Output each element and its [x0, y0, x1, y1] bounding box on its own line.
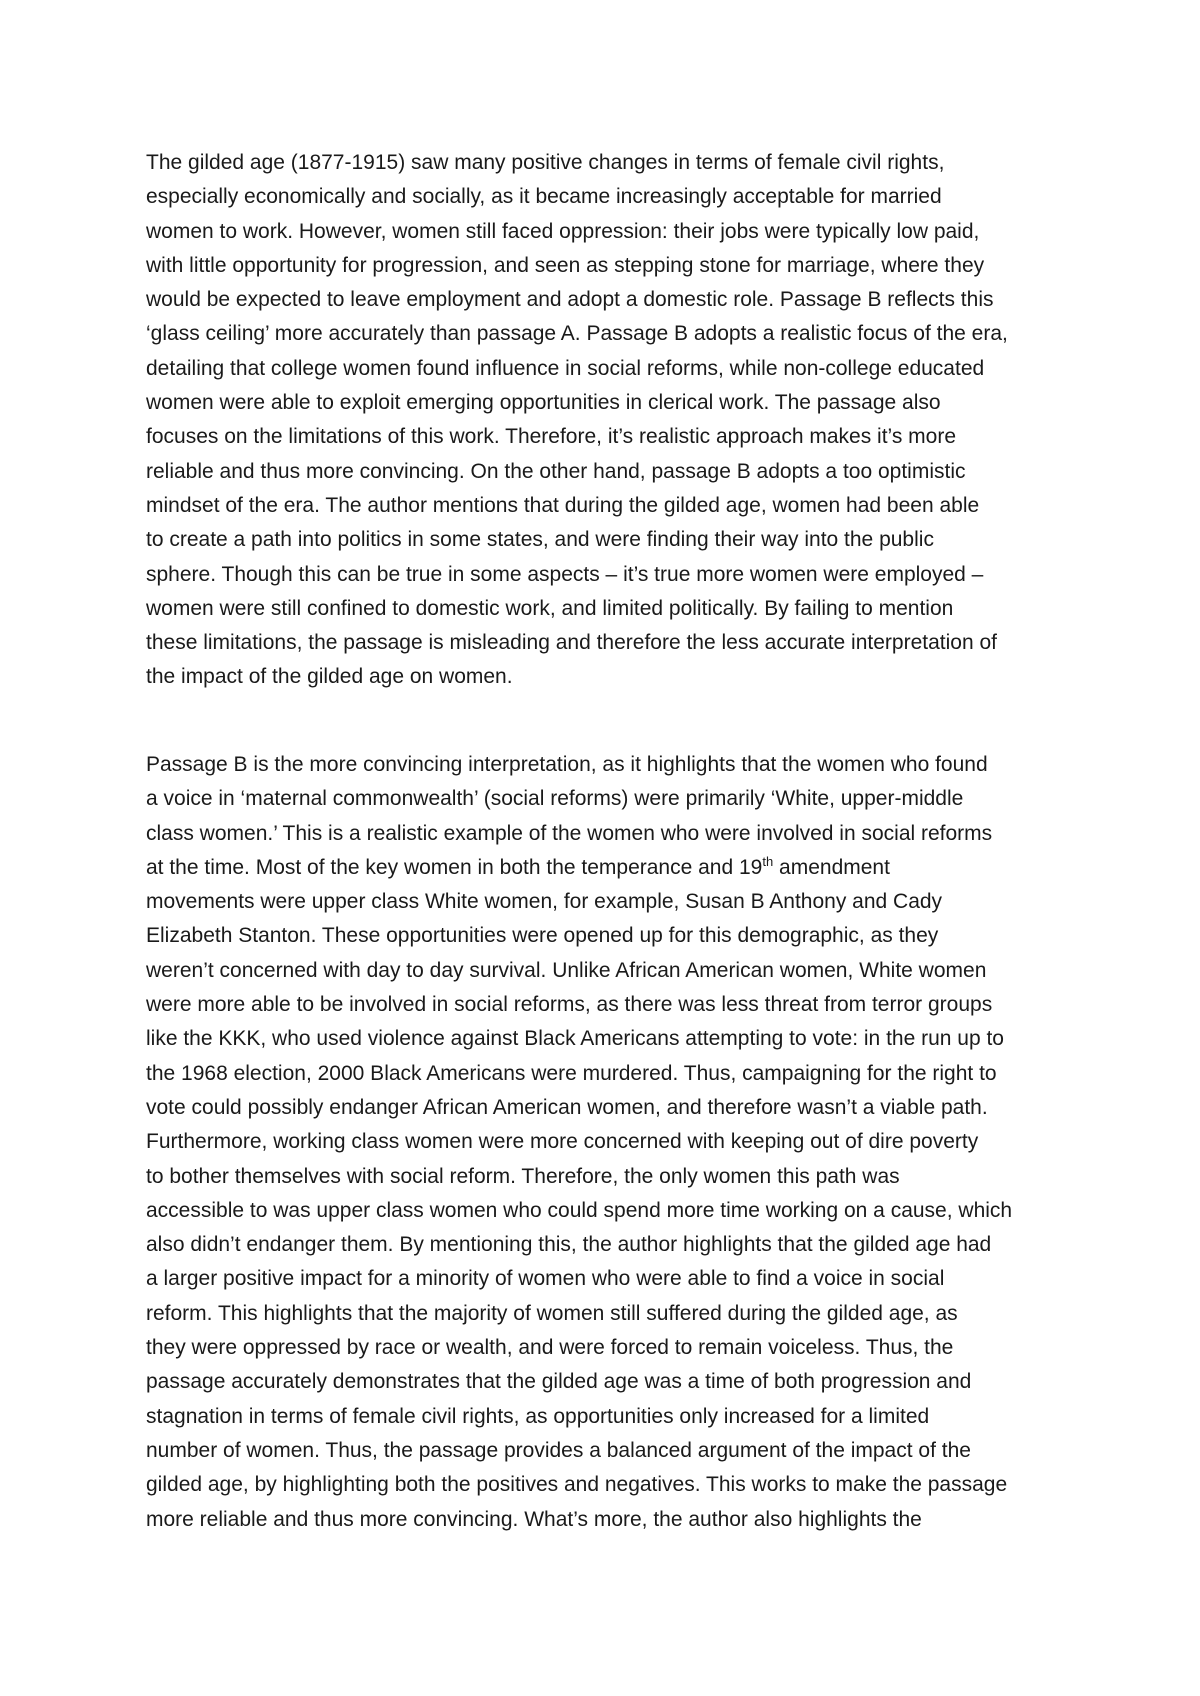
text-line: Furthermore, working class women were more concerned with keeping out of dire poverty [146, 1130, 979, 1154]
text-line [146, 851, 1086, 885]
text-line: also didn’t endanger them. By mentioning this, the author highlights that the gilded age had [146, 1233, 992, 1257]
text-line: number of women. Thus, the passage provides a balanced argument of the impact of the [146, 1438, 971, 1462]
text-line: focuses on the limitations of this work. Therefore, it’s realistic approach makes it’s more [146, 425, 957, 449]
text-line: these limitations, the passage is misleading and therefore the less accurate interpretation of [146, 631, 997, 655]
text-line-head: at the time. Most of the key women in both the temperance and 19 [146, 855, 763, 879]
text-line: more reliable and thus more convincing. What’s more, the author also highlights the [146, 1507, 922, 1531]
text-line: would be expected to leave employment and adopt a domestic role. Passage B reflects this [146, 288, 994, 312]
text-line: women were still confined to domestic work, and limited politically. By failing to mention [146, 596, 954, 620]
text-line: Elizabeth Stanton. These opportunities were opened up for this demographic, as they [146, 924, 939, 948]
text-line: to create a path into politics in some states, and were finding their way into the public [146, 528, 934, 552]
text-line: stagnation in terms of female civil rights, as opportunities only increased for a limited [146, 1404, 930, 1428]
text-line: mindset of the era. The author mentions that during the gilded age, women had been able [146, 493, 980, 517]
text-line: class women.’ This is a realistic example of the women who were involved in social reforms [146, 821, 993, 845]
text-line: to bother themselves with social reform. Therefore, the only women this path was [146, 1164, 900, 1188]
text-line: they were oppressed by race or wealth, and were forced to remain voiceless. Thus, the [146, 1336, 954, 1360]
text-line: the 1968 election, 2000 Black Americans were murdered. Thus, campaigning for the right to [146, 1061, 997, 1085]
paragraph-1 [146, 146, 1086, 695]
text-line: Passage B is the more convincing interpretation, as it highlights that the women who found [146, 753, 988, 776]
text-line: passage accurately demonstrates that the gilded age was a time of both progression and [146, 1370, 972, 1394]
text-line: like the KKK, who used violence against Black Americans attempting to vote: in the run up to [146, 1027, 1004, 1051]
text-line: were more able to be involved in social reforms, as there was less threat from terror groups [146, 993, 993, 1017]
text-line: gilded age, by highlighting both the positives and negatives. This works to make the passage [146, 1473, 1008, 1497]
text-line: weren’t concerned with day to day survival. Unlike African American women, White women [146, 958, 987, 982]
text-line: women to work. However, women still faced oppression: their jobs were typically low paid, [146, 219, 980, 243]
text-line: vote could possibly endanger African American women, and therefore wasn’t a viable path. [146, 1095, 988, 1119]
paragraph-2 [146, 748, 1086, 1537]
text-line: especially economically and socially, as it became increasingly acceptable for married [146, 185, 942, 209]
text-line: movements were upper class White women, for example, Susan B Anthony and Cady [146, 890, 943, 914]
text-line: ‘glass ceiling’ more accurately than passage A. Passage B adopts a realistic focus of the era, [146, 322, 1008, 346]
text-line: a voice in ‘maternal commonwealth’ (social reforms) were primarily ‘White, upper-middle [146, 787, 964, 811]
text-line: sphere. Though this can be true in some aspects – it’s true more women were employed – [146, 562, 984, 586]
text-line: accessible to was upper class women who could spend more time working on a cause, which [146, 1198, 1013, 1222]
text-line: a larger positive impact for a minority of women who were able to find a voice in social [146, 1267, 945, 1291]
text-line: the impact of the gilded age on women. [146, 665, 513, 689]
text-line: The gilded age (1877-1915) saw many positive changes in terms of female civil rights, [146, 151, 945, 174]
text-line-tail: amendment [773, 855, 890, 879]
text-line: detailing that college women found influence in social reforms, while non-college educated [146, 356, 985, 380]
text-line: reliable and thus more convincing. On the other hand, passage B adopts a too optimistic [146, 459, 966, 483]
text-line: women were able to exploit emerging opportunities in clerical work. The passage also [146, 391, 941, 415]
text-line: reform. This highlights that the majority of women still suffered during the gilded age, as [146, 1301, 958, 1325]
ordinal-superscript: th [762, 853, 774, 869]
text-line: with little opportunity for progression, and seen as stepping stone for marriage, where they [146, 253, 985, 277]
